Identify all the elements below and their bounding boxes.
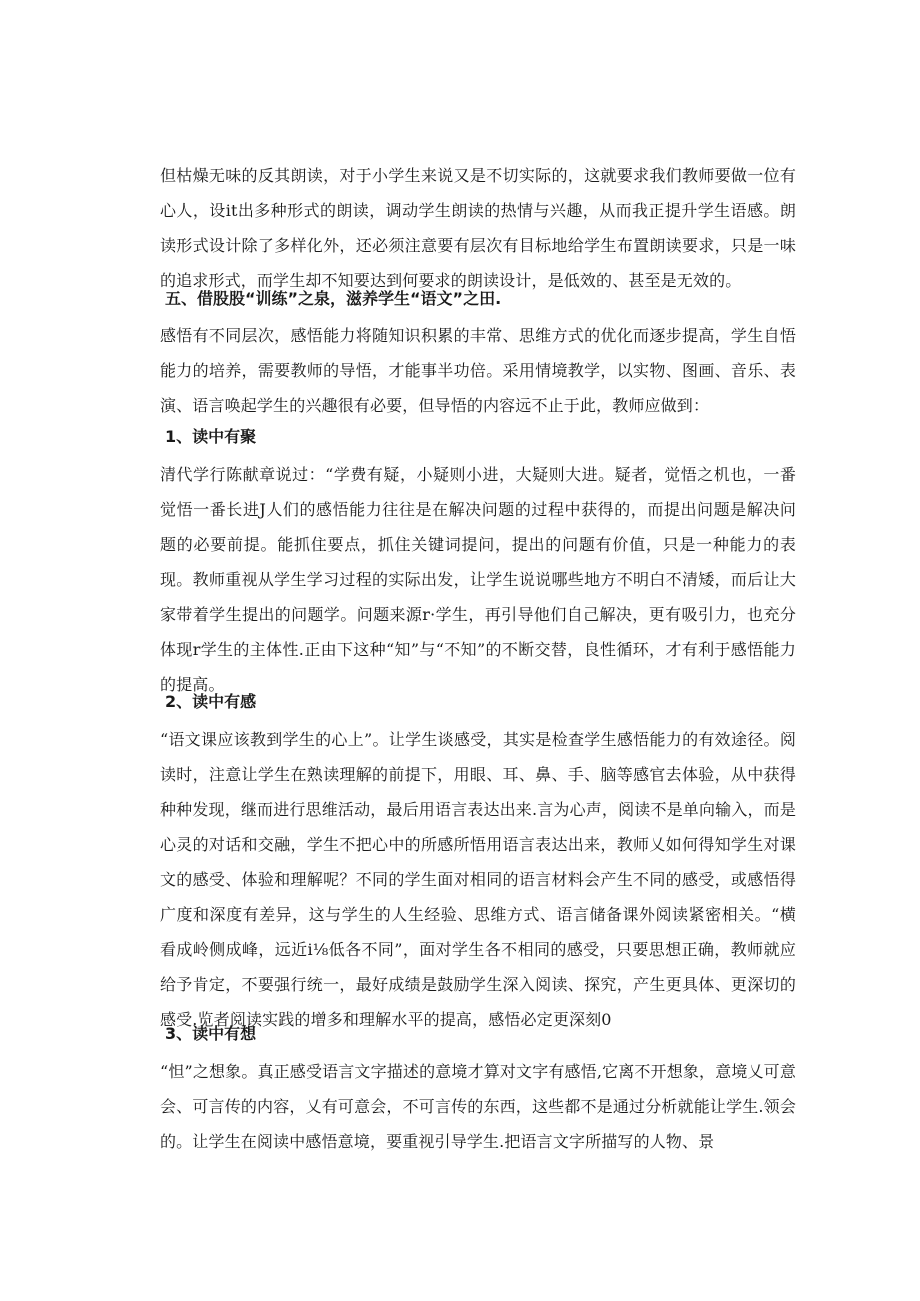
subheading-2: 2、读中有感: [165, 692, 257, 711]
paragraph-perception-levels: 感悟有不同层次，感悟能力将随知识积累的丰常、思维方式的优化而逐步提高，学生自悟能力的培养，需要教师的导悟，才能事半功倍。采用情境教学，以实物、图画、音乐、表演、语言唤起学生的兴趣很有必要，但导悟的内容远不止于此，教师应做到：: [160, 326, 796, 415]
paragraph-reading-forms: 但枯燥无味的反其朗读，对于小学生来说又是不切实际的，这就要求我们教师要做一位有心人，设it出多种形式的朗读，调动学生朗读的热情与兴趣，从而我正提升学生语感。朗读形式设计除了多样化外，还必须注意要有层次有目标地给学生布置朗读要求，只是一味的追求形式，而学生却不知要达到何要求的朗读设计，是低效的、甚至是无效的。: [160, 166, 796, 290]
paragraph-questioning: 清代学行陈献章说过：“学费有疑，小疑则小进，大疑则大进。疑者，觉悟之机也，一番觉悟一番长进J人们的感悟能力往往是在解决问题的过程中获得的，而提出问题是解决问题的必要前提。能抓住要点，抓住关键词提问，提出的问题有价值，只是一种能力的表现。教师重视从学生学习过程的实际出发，让学生说说哪些地方不明白不清矮，而后让大家带着学生提出的问题学。问题来源r·学生，再引导他们自己解决，更有吸引力，也充分体现r学生的主体性.正由下这种“知”与“不知”的不断交替，良性循环，才有利于感悟能力的提高。: [160, 465, 796, 694]
section-heading-5: 五、借股股“训练”之泉，滋养学生“语文”之田.: [165, 289, 502, 308]
paragraph-feeling: “语文课应该教到学生的心上”。让学生谈感受，其实是检查学生感悟能力的有效途径。阅读时，注意让学生在熟读理解的前提下，用眼、耳、鼻、手、脑等感官去体验，从中获得种种发现，继而进行思维活动，最后用语言表达出来.言为心声，阅读不是单向输入，而是心灵的对话和交融，学生不把心中的所感所悟用语言表达出来，教师乂如何得知学生对课文的感受、体验和理解呢？不同的学生面对相同的语言材料会产生不同的感受，或感悟得广度和深度有差异，这与学生的人生经验、思维方式、语言储备课外阅读紧密相关。“横看成岭侧成峰，远近i⅛低各不同”，面对学生各不相同的感受，只要思想正确，教师就应给予肯定，不要强行统一，最好成绩是鼓励学生深入阅读、探究，产生更具体、更深切的感受.览者阅读实践的增多和理解水平的提高，感悟必定更深刻0: [160, 730, 796, 1029]
paragraph-imagination: “怛”之想象。真正感受语言文字描述的意境才算对文字有感悟,它离不开想象，意境乂可意会、可言传的内容，乂有可意会，不可言传的东西，这些都不是通过分析就能让学生.领会的。让学生在阅读中感悟意境，要重视引导学生.把语言文字所描写的人物、景: [160, 1062, 796, 1151]
subheading-3: 3、读中有想: [165, 1024, 257, 1043]
subheading-1: 1、读中有聚: [165, 427, 257, 446]
